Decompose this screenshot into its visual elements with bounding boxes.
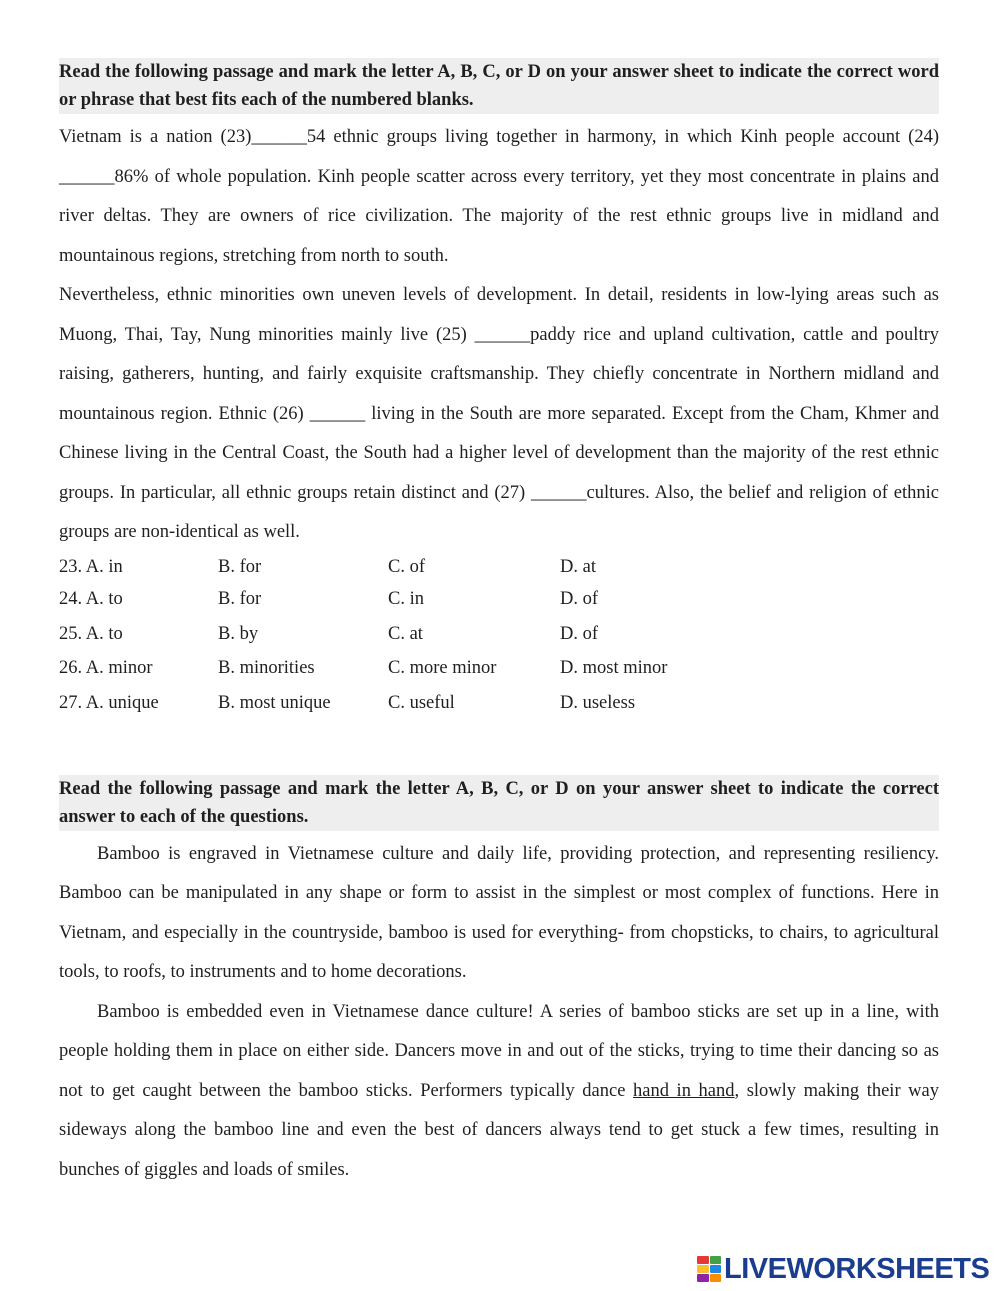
option-26-c: C. more minor [388, 658, 497, 679]
option-24-a: 24. A. to [59, 589, 123, 610]
section2-paragraph-2 [59, 993, 939, 1191]
logo-text: LIVEWORKSHEETS [724, 1252, 990, 1285]
question-24-options [59, 583, 939, 618]
option-25-a: 25. A. to [59, 623, 123, 644]
option-26-b: B. minorities [218, 658, 315, 679]
section2-paragraph-2-start: Bamboo is embedded even in Vietnamese dance culture! A series of bamboo sticks are set up in a line, with people holding them in place on either side. Dancers move in and out of the sticks, trying to time their dancing so as not to get caught between the bamboo sticks. Performers typically dance [59, 1001, 939, 1101]
section2 [59, 775, 939, 1191]
option-24-c: C. in [388, 589, 424, 610]
option-25-d: D. of [560, 623, 599, 644]
question-27-options [59, 686, 939, 721]
option-26-a: 26. A. minor [59, 658, 153, 679]
option-27-c: C. useful [388, 692, 455, 713]
option-27-b: B. most unique [218, 692, 331, 713]
option-26-d: D. most minor [560, 658, 668, 679]
option-24-b: B. for [218, 589, 262, 610]
question-23-options [59, 553, 939, 583]
underlined-phrase: hand in hand [633, 1080, 735, 1101]
question-25-options [59, 617, 939, 652]
liveworksheets-logo-icon [697, 1256, 721, 1282]
answer-options [59, 553, 939, 721]
logo-block [710, 1274, 722, 1282]
option-23-c: C. of [388, 557, 425, 577]
logo-block [710, 1256, 722, 1264]
option-23-b: B. for [218, 557, 262, 577]
option-23-a: 23. A. in [59, 557, 123, 577]
option-25-c: C. at [388, 623, 423, 644]
question-26-options [59, 652, 939, 687]
section2-paragraph-2-end: , slowly making their way sideways along the bamboo line and even the best of dancers always tend to get stuck a few times, resulting in bunches of giggles and loads of smiles. [59, 1080, 940, 1180]
option-25-b: B. by [218, 623, 259, 644]
logo-block [710, 1265, 722, 1273]
option-24-d: D. of [560, 589, 599, 610]
section1-paragraph-1: Vietnam is a nation (23)______54 ethnic groups living together in harmony, in which Kinh people account (24) ______86% of whole population. Kinh people scatter across every territory, yet they most concentrate in plains and river deltas. They are owners of rice civilization. The majority of the rest ethnic groups live in midland and mountainous regions, stretching from north to south. [59, 127, 939, 266]
option-27-d: D. useless [560, 692, 636, 713]
logo-block [697, 1274, 709, 1282]
logo-block [697, 1256, 709, 1264]
section1-instruction: Read the following passage and mark the letter A, B, C, or D on your answer sheet to indicate the correct word or phrase that best fits each of the numbered blanks. [59, 58, 939, 114]
worksheet-page [59, 58, 939, 1190]
liveworksheets-logo [697, 1252, 989, 1286]
option-27-a: 27. A. unique [59, 692, 159, 713]
section2-instruction: Read the following passage and mark the letter A, B, C, or D on your answer sheet to indicate the correct answer to each of the questions. [59, 775, 939, 831]
section2-paragraph-1: Bamboo is engraved in Vietnamese culture and daily life, providing protection, and representing resiliency. Bamboo can be manipulated in any shape or form to assist in the simplest or most complex of functions. Here in Vietnam, and especially in the countryside, bamboo is used for everything- from chopsticks, to chairs, to agricultural tools, to roofs, to instruments and to home decorations. [59, 843, 939, 982]
option-23-d: D. at [560, 557, 596, 577]
logo-block [697, 1265, 709, 1273]
section1-paragraph-2: Nevertheless, ethnic minorities own uneven levels of development. In detail, residents in low-lying areas such as Muong, Thai, Tay, Nung minorities mainly live (25) ______paddy rice and upland cultivation, cattle and poultry raising, gatherers, hunting, and fairly exquisite craftsmanship. They chiefly concentrate in Northern midland and mountainous region. Ethnic (26) ______ living in the South are more separated. Except from the Cham, Khmer and Chinese living in the Central Coast, the South had a higher level of development than the majority of the rest ethnic groups. In particular, all ethnic groups retain distinct and (27) ______cultures. Also, the belief and religion of ethnic groups are non-identical as well. [59, 285, 939, 542]
